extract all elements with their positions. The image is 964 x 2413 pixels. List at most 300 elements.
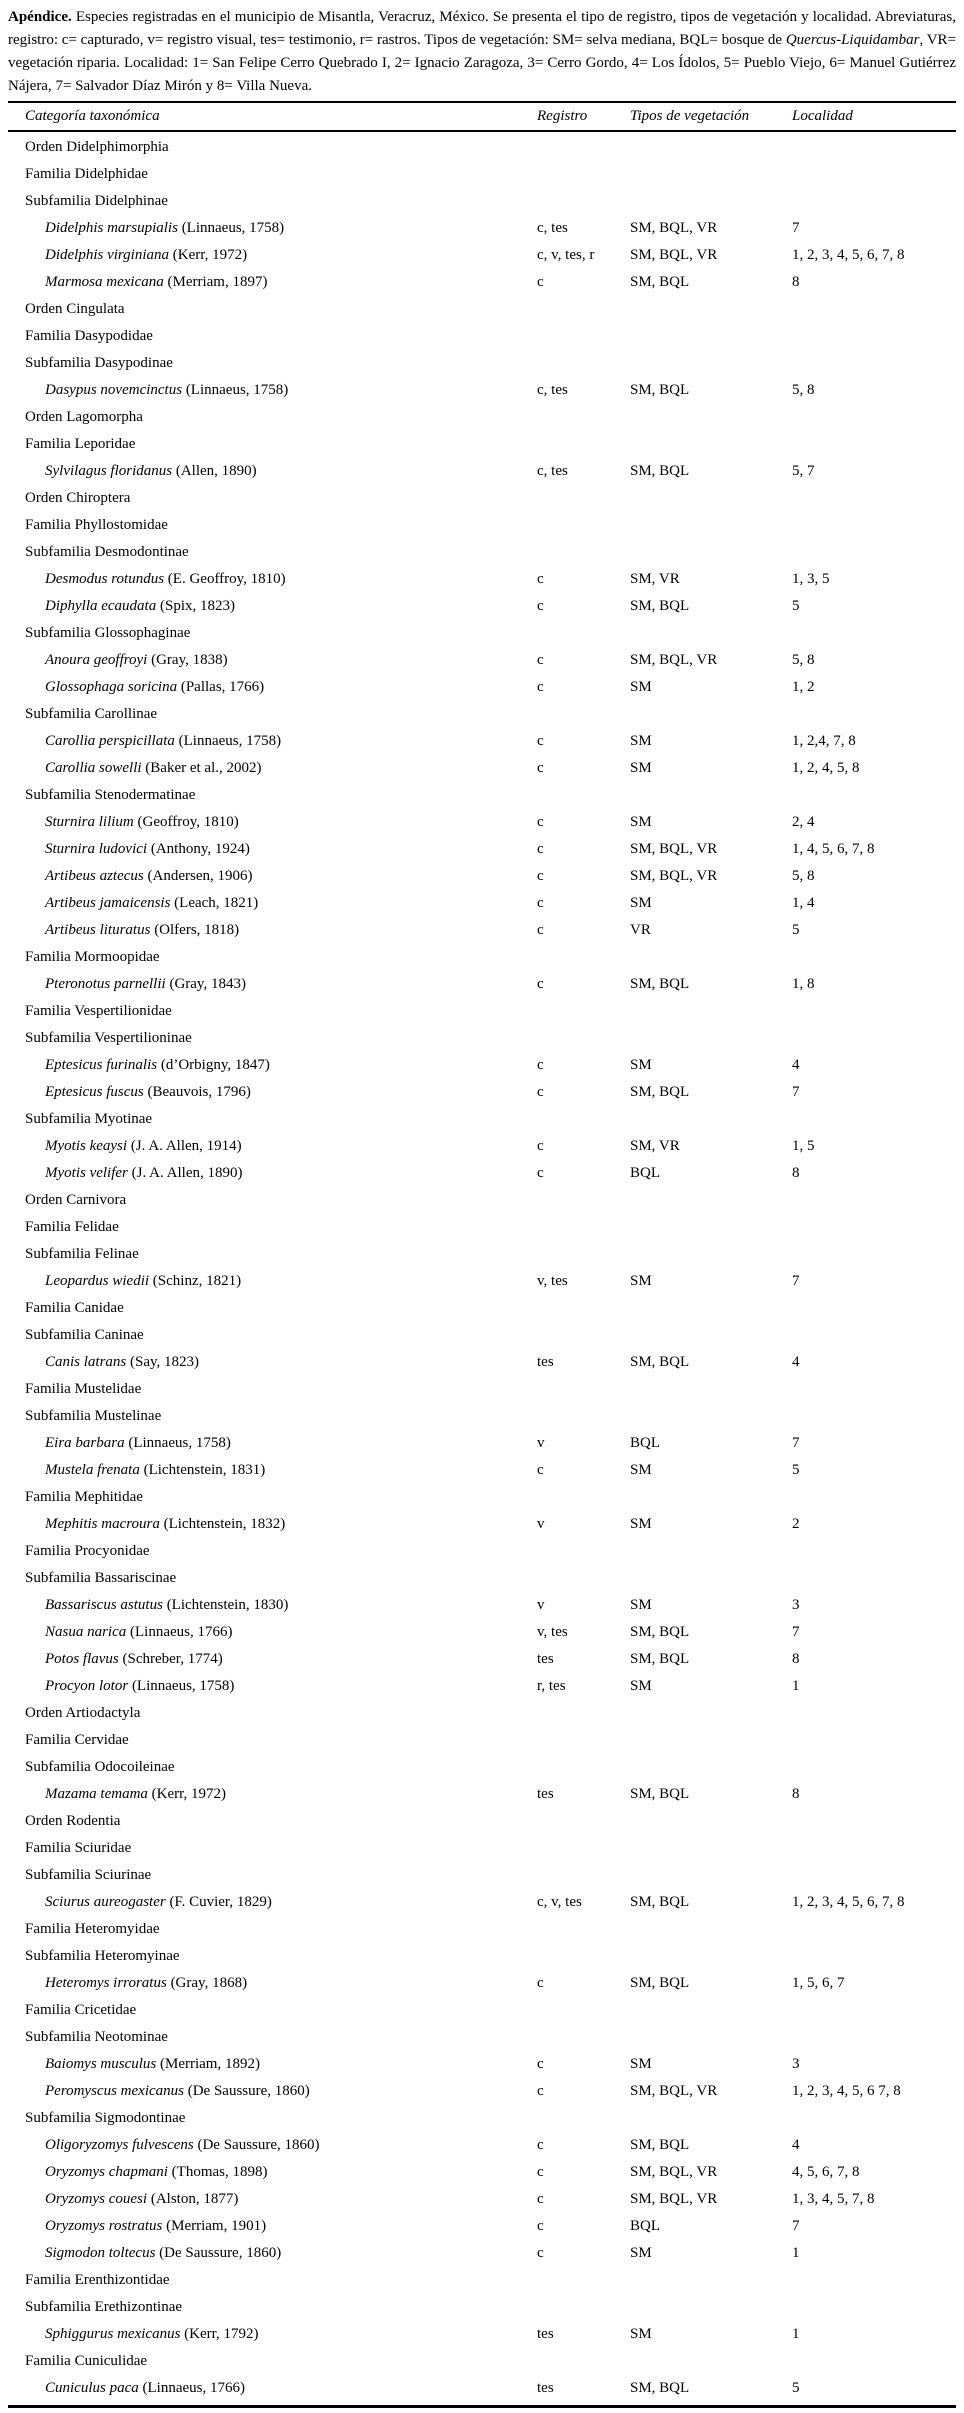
- localidad-cell: [792, 1808, 956, 1835]
- species-scientific-name: Carollia perspicillata: [45, 733, 175, 749]
- species-name-cell: [8, 458, 537, 485]
- vegetacion-cell: SM, BQL: [630, 976, 690, 992]
- taxon-group-row: [8, 1754, 956, 1781]
- species-row: [8, 1619, 956, 1646]
- species-name-cell: [8, 2240, 537, 2267]
- species-authority: (Say, 1823): [126, 1354, 200, 1370]
- species-row: [8, 674, 956, 701]
- vegetacion-cell: [630, 296, 792, 323]
- registro-cell: [537, 2105, 630, 2132]
- localidad-cell: [792, 485, 956, 512]
- taxon-group-row: [8, 2267, 956, 2294]
- species-row: [8, 566, 956, 593]
- registro-cell: [537, 701, 630, 728]
- registro-cell: c, tes: [537, 382, 568, 398]
- species-scientific-name: Marmosa mexicana: [45, 274, 164, 290]
- vegetacion-cell: SM, BQL, VR: [630, 2164, 718, 2180]
- species-name-cell: [8, 1349, 537, 1376]
- species-name-cell: [8, 1889, 537, 1916]
- species-scientific-name: Baiomys musculus: [45, 2056, 157, 2072]
- registro-cell: v: [537, 1597, 545, 1613]
- taxon-group-row: [8, 782, 956, 809]
- localidad-cell: 2, 4: [792, 814, 815, 830]
- header-registro: Registro: [537, 108, 588, 124]
- vegetacion-cell: [630, 620, 792, 647]
- vegetacion-cell: [630, 1403, 792, 1430]
- registro-cell: [537, 1835, 630, 1862]
- taxon-group-row: [8, 620, 956, 647]
- registro-cell: tes: [537, 1786, 554, 1802]
- species-scientific-name: Glossophaga soricina: [45, 679, 178, 695]
- species-row: [8, 2240, 956, 2267]
- species-authority: (Schinz, 1821): [149, 1273, 242, 1289]
- taxon-group-row: [8, 1295, 956, 1322]
- species-row: [8, 1781, 956, 1808]
- registro-cell: [537, 1862, 630, 1889]
- species-name-cell: [8, 917, 537, 944]
- species-name-cell: [8, 2213, 537, 2240]
- taxon-group-row: [8, 296, 956, 323]
- taxon-group-row: [8, 1700, 956, 1727]
- registro-cell: c: [537, 733, 544, 749]
- taxon-group-label: Subfamilia Carollinae: [25, 706, 158, 722]
- species-authority: (De Saussure, 1860): [155, 2245, 282, 2261]
- species-scientific-name: Myotis keaysi: [45, 1138, 128, 1154]
- species-authority: (E. Geoffroy, 1810): [164, 571, 286, 587]
- taxon-group-label: Subfamilia Felinae: [25, 1246, 139, 1262]
- taxon-group-row: [8, 404, 956, 431]
- species-name-cell: [8, 1511, 537, 1538]
- taxon-group-label: Familia Heteromyidae: [25, 1921, 160, 1937]
- species-authority: (Linnaeus, 1758): [182, 382, 289, 398]
- localidad-cell: 1, 2, 3, 4, 5, 6 7, 8: [792, 2083, 901, 2099]
- vegetacion-cell: SM, BQL: [630, 1786, 690, 1802]
- localidad-cell: [792, 944, 956, 971]
- taxon-group-label: Familia Mustelidae: [25, 1381, 142, 1397]
- registro-cell: [537, 350, 630, 377]
- taxon-group-label: Familia Didelphidae: [25, 166, 148, 182]
- species-scientific-name: Oryzomys couesi: [45, 2191, 148, 2207]
- registro-cell: [537, 2294, 630, 2321]
- species-scientific-name: Mazama temama: [45, 1786, 148, 1802]
- species-name-cell: [8, 593, 537, 620]
- species-authority: (Lichtenstein, 1831): [139, 1462, 266, 1478]
- vegetacion-cell: SM: [630, 2245, 652, 2261]
- species-authority: (Anthony, 1924): [147, 841, 250, 857]
- registro-cell: [537, 1808, 630, 1835]
- species-authority: (Schreber, 1774): [118, 1651, 223, 1667]
- species-row: [8, 242, 956, 269]
- localidad-cell: [792, 1106, 956, 1133]
- species-row: [8, 1592, 956, 1619]
- vegetacion-cell: [630, 1808, 792, 1835]
- registro-cell: [537, 2348, 630, 2375]
- species-authority: (Thomas, 1898): [167, 2164, 268, 2180]
- localidad-cell: [792, 1376, 956, 1403]
- registro-cell: [537, 323, 630, 350]
- species-row: [8, 917, 956, 944]
- registro-cell: [537, 1376, 630, 1403]
- registro-cell: c: [537, 1057, 544, 1073]
- localidad-cell: 1, 4, 5, 6, 7, 8: [792, 841, 875, 857]
- registro-cell: tes: [537, 2380, 554, 2396]
- registro-cell: [537, 1403, 630, 1430]
- taxon-group-label: Familia Vespertilionidae: [25, 1003, 172, 1019]
- vegetacion-cell: [630, 1025, 792, 1052]
- localidad-cell: [792, 1727, 956, 1754]
- localidad-cell: [792, 1916, 956, 1943]
- taxon-group-label: Familia Procyonidae: [25, 1543, 150, 1559]
- vegetacion-cell: [630, 485, 792, 512]
- vegetacion-cell: [630, 1700, 792, 1727]
- registro-cell: c: [537, 841, 544, 857]
- species-row: [8, 215, 956, 242]
- registro-cell: c: [537, 814, 544, 830]
- vegetacion-cell: SM, BQL: [630, 1354, 690, 1370]
- vegetacion-cell: SM: [630, 895, 652, 911]
- species-row: [8, 2078, 956, 2105]
- vegetacion-cell: SM, BQL: [630, 598, 690, 614]
- vegetacion-cell: [630, 2348, 792, 2375]
- species-authority: (Kerr, 1972): [169, 247, 248, 263]
- taxon-group-row: [8, 2294, 956, 2321]
- registro-cell: [537, 1187, 630, 1214]
- localidad-cell: [792, 323, 956, 350]
- taxon-group-label: Subfamilia Erethizontinae: [25, 2299, 183, 2315]
- registro-cell: [537, 1943, 630, 1970]
- taxon-group-row: [8, 1835, 956, 1862]
- vegetacion-cell: [630, 1538, 792, 1565]
- localidad-cell: 1, 2, 4, 5, 8: [792, 760, 860, 776]
- species-scientific-name: Sturnira lilium: [45, 814, 134, 830]
- header-categoria-taxonomica: Categoría taxonómica: [25, 108, 160, 124]
- registro-cell: c: [537, 976, 544, 992]
- vegetacion-cell: SM: [630, 1462, 652, 1478]
- species-name-cell: [8, 836, 537, 863]
- registro-cell: c: [537, 1975, 544, 1991]
- vegetacion-cell: [630, 1727, 792, 1754]
- registro-cell: [537, 161, 630, 188]
- vegetacion-cell: SM, BQL, VR: [630, 652, 718, 668]
- registro-cell: c: [537, 1165, 544, 1181]
- localidad-cell: 1, 5: [792, 1138, 815, 1154]
- localidad-cell: [792, 1025, 956, 1052]
- taxon-group-label: Familia Dasypodidae: [25, 328, 153, 344]
- registro-cell: [537, 296, 630, 323]
- localidad-cell: [792, 998, 956, 1025]
- vegetacion-cell: SM, VR: [630, 1138, 680, 1154]
- species-row: [8, 1349, 956, 1376]
- registro-cell: [537, 998, 630, 1025]
- species-scientific-name: Potos flavus: [45, 1651, 119, 1667]
- localidad-cell: [792, 188, 956, 215]
- taxon-group-row: [8, 1484, 956, 1511]
- species-name-cell: [8, 242, 537, 269]
- taxon-group-row: [8, 1538, 956, 1565]
- species-authority: (Baker et al., 2002): [141, 760, 262, 776]
- localidad-cell: 1, 5, 6, 7: [792, 1975, 845, 1991]
- species-scientific-name: Anoura geoffroyi: [45, 652, 148, 668]
- localidad-cell: 5, 8: [792, 652, 815, 668]
- taxon-group-label: Familia Cervidae: [25, 1732, 129, 1748]
- localidad-cell: [792, 1862, 956, 1889]
- species-scientific-name: Carollia sowelli: [45, 760, 142, 776]
- species-name-cell: [8, 1673, 537, 1700]
- vegetacion-cell: [630, 2294, 792, 2321]
- registro-cell: [537, 782, 630, 809]
- species-name-cell: [8, 1457, 537, 1484]
- taxon-group-label: Subfamilia Vespertilioninae: [25, 1030, 192, 1046]
- taxon-group-row: [8, 1943, 956, 1970]
- localidad-cell: 5, 7: [792, 463, 815, 479]
- registro-cell: c: [537, 2083, 544, 2099]
- species-row: [8, 1673, 956, 1700]
- vegetacion-cell: [630, 323, 792, 350]
- table-caption: [8, 6, 956, 98]
- vegetacion-cell: SM, BQL: [630, 2380, 690, 2396]
- registro-cell: r, tes: [537, 1678, 566, 1694]
- taxon-group-label: Subfamilia Odocoileinae: [25, 1759, 175, 1775]
- taxon-group-row: [8, 161, 956, 188]
- species-row: [8, 863, 956, 890]
- registro-cell: c: [537, 895, 544, 911]
- localidad-cell: 5, 8: [792, 868, 815, 884]
- registro-cell: v: [537, 1516, 545, 1532]
- registro-cell: c: [537, 2245, 544, 2261]
- localidad-cell: 8: [792, 274, 800, 290]
- localidad-cell: 7: [792, 2218, 800, 2234]
- species-scientific-name: Canis latrans: [45, 1354, 127, 1370]
- registro-cell: [537, 512, 630, 539]
- localidad-cell: 8: [792, 1165, 800, 1181]
- species-row: [8, 377, 956, 404]
- registro-cell: c: [537, 2137, 544, 2153]
- species-authority: (d’Orbigny, 1847): [157, 1057, 270, 1073]
- species-name-cell: [8, 728, 537, 755]
- species-scientific-name: Mephitis macroura: [45, 1516, 160, 1532]
- species-name-cell: [8, 269, 537, 296]
- localidad-cell: [792, 2024, 956, 2051]
- localidad-cell: [792, 431, 956, 458]
- species-scientific-name: Mustela frenata: [45, 1462, 140, 1478]
- species-authority: (Linnaeus, 1766): [126, 1624, 233, 1640]
- species-row: [8, 1133, 956, 1160]
- species-row: [8, 2132, 956, 2159]
- taxon-group-label: Familia Cricetidae: [25, 2002, 137, 2018]
- localidad-cell: 7: [792, 1084, 800, 1100]
- taxon-group-row: [8, 998, 956, 1025]
- taxon-group-label: Subfamilia Glossophaginae: [25, 625, 191, 641]
- species-row: [8, 2186, 956, 2213]
- localidad-cell: [792, 350, 956, 377]
- species-name-cell: [8, 1079, 537, 1106]
- taxon-group-label: Subfamilia Neotominae: [25, 2029, 168, 2045]
- localidad-cell: [792, 1943, 956, 1970]
- registro-cell: [537, 1565, 630, 1592]
- species-scientific-name: Oryzomys chapmani: [45, 2164, 168, 2180]
- vegetacion-cell: [630, 161, 792, 188]
- species-row: [8, 2159, 956, 2186]
- species-row: [8, 1052, 956, 1079]
- species-scientific-name: Myotis velifer: [45, 1165, 128, 1181]
- species-name-cell: [8, 1970, 537, 1997]
- vegetacion-cell: SM: [630, 2326, 652, 2342]
- taxon-group-label: Subfamilia Mustelinae: [25, 1408, 162, 1424]
- vegetacion-cell: SM, BQL: [630, 1894, 690, 1910]
- registro-cell: [537, 1241, 630, 1268]
- localidad-cell: 4, 5, 6, 7, 8: [792, 2164, 860, 2180]
- localidad-cell: [792, 1754, 956, 1781]
- localidad-cell: 1, 2: [792, 679, 815, 695]
- species-scientific-name: Procyon lotor: [45, 1678, 129, 1694]
- registro-cell: [537, 188, 630, 215]
- registro-cell: c: [537, 1462, 544, 1478]
- taxon-group-label: Orden Cingulata: [25, 301, 125, 317]
- species-row: [8, 971, 956, 998]
- localidad-cell: [792, 1835, 956, 1862]
- taxon-group-label: Orden Carnivora: [25, 1192, 127, 1208]
- localidad-cell: [792, 161, 956, 188]
- taxon-group-row: [8, 485, 956, 512]
- species-name-cell: [8, 755, 537, 782]
- species-scientific-name: Pteronotus parnellii: [45, 976, 166, 992]
- vegetacion-cell: [630, 2024, 792, 2051]
- vegetacion-cell: [630, 404, 792, 431]
- species-row: [8, 890, 956, 917]
- registro-cell: [537, 1025, 630, 1052]
- taxon-group-row: [8, 1106, 956, 1133]
- species-row: [8, 755, 956, 782]
- species-scientific-name: Heteromys irroratus: [45, 1975, 167, 1991]
- caption-text-1: Especies registradas en el municipio de Misantla, Veracruz, México. Se presenta el tipo de registro, tipos de vegetación y localidad. Abreviaturas, registro: c= capturado, v= registro visual, tes= testimonio, r= rastros. Tipos de vegetación: SM= selva mediana, BQL= bosque de: [8, 9, 956, 48]
- species-authority: (Kerr, 1972): [147, 1786, 227, 1802]
- species-name-cell: [8, 2375, 537, 2402]
- registro-cell: c: [537, 679, 544, 695]
- species-scientific-name: Didelphis virginiana: [45, 247, 170, 263]
- taxon-group-label: Familia Phyllostomidae: [25, 517, 168, 533]
- vegetacion-cell: [630, 2105, 792, 2132]
- localidad-cell: [792, 1214, 956, 1241]
- localidad-cell: 7: [792, 1273, 800, 1289]
- species-name-cell: [8, 863, 537, 890]
- species-authority: (Pallas, 1766): [177, 679, 265, 695]
- taxon-group-label: Subfamilia Sigmodontinae: [25, 2110, 186, 2126]
- registro-cell: [537, 2024, 630, 2051]
- vegetacion-cell: [630, 431, 792, 458]
- registro-cell: [537, 404, 630, 431]
- caption-label: Apéndice.: [8, 9, 72, 25]
- species-name-cell: [8, 1430, 537, 1457]
- vegetacion-cell: [630, 1565, 792, 1592]
- registro-cell: tes: [537, 1354, 554, 1370]
- species-authority: (Gray, 1843): [165, 976, 246, 992]
- species-name-cell: [8, 971, 537, 998]
- vegetacion-cell: BQL: [630, 2218, 660, 2234]
- registro-cell: c: [537, 598, 544, 614]
- vegetacion-cell: [630, 1835, 792, 1862]
- registro-cell: [537, 1214, 630, 1241]
- vegetacion-cell: [630, 1241, 792, 1268]
- species-name-cell: [8, 566, 537, 593]
- species-authority: (Alston, 1877): [147, 2191, 239, 2207]
- localidad-cell: [792, 2267, 956, 2294]
- registro-cell: [537, 1916, 630, 1943]
- species-authority: (Linnaeus, 1766): [138, 2380, 245, 2396]
- registro-cell: [537, 1997, 630, 2024]
- species-name-cell: [8, 2078, 537, 2105]
- vegetacion-cell: [630, 1106, 792, 1133]
- localidad-cell: [792, 1565, 956, 1592]
- registro-cell: c: [537, 2056, 544, 2072]
- localidad-cell: 5: [792, 1462, 800, 1478]
- vegetacion-cell: SM, BQL: [630, 1651, 690, 1667]
- vegetacion-cell: SM, BQL, VR: [630, 2191, 718, 2207]
- taxon-group-row: [8, 350, 956, 377]
- vegetacion-cell: [630, 2267, 792, 2294]
- taxon-group-label: Familia Erenthizontidae: [25, 2272, 170, 2288]
- localidad-cell: [792, 539, 956, 566]
- registro-cell: c: [537, 922, 544, 938]
- registro-cell: c, v, tes: [537, 1894, 582, 1910]
- species-authority: (Gray, 1868): [166, 1975, 248, 1991]
- vegetacion-cell: [630, 998, 792, 1025]
- vegetacion-cell: [630, 1754, 792, 1781]
- registro-cell: [537, 1700, 630, 1727]
- localidad-cell: [792, 1700, 956, 1727]
- species-authority: (Leach, 1821): [170, 895, 259, 911]
- species-name-cell: [8, 1592, 537, 1619]
- species-row: [8, 2051, 956, 2078]
- localidad-cell: 7: [792, 1624, 800, 1640]
- registro-cell: [537, 1322, 630, 1349]
- vegetacion-cell: SM, BQL, VR: [630, 868, 718, 884]
- taxon-group-label: Subfamilia Stenodermatinae: [25, 787, 196, 803]
- localidad-cell: [792, 2294, 956, 2321]
- localidad-cell: [792, 296, 956, 323]
- caption-italic-term: Quercus-Liquidambar: [785, 32, 920, 48]
- species-row: [8, 2321, 956, 2348]
- vegetacion-cell: SM: [630, 1273, 652, 1289]
- species-authority: (Linnaeus, 1758): [124, 1435, 231, 1451]
- vegetacion-cell: SM, BQL, VR: [630, 220, 718, 236]
- registro-cell: [537, 620, 630, 647]
- species-authority: (Linnaeus, 1758): [177, 220, 285, 236]
- localidad-cell: 1: [792, 1678, 800, 1694]
- registro-cell: c: [537, 571, 544, 587]
- taxon-group-row: [8, 1997, 956, 2024]
- vegetacion-cell: SM, BQL, VR: [630, 841, 718, 857]
- localidad-cell: [792, 782, 956, 809]
- species-authority: (Merriam, 1901): [162, 2218, 267, 2234]
- registro-cell: c: [537, 760, 544, 776]
- vegetacion-cell: [630, 701, 792, 728]
- vegetacion-cell: [630, 512, 792, 539]
- taxon-group-label: Orden Rodentia: [25, 1813, 121, 1829]
- registro-cell: tes: [537, 1651, 554, 1667]
- vegetacion-cell: SM: [630, 1057, 652, 1073]
- registro-cell: [537, 1727, 630, 1754]
- localidad-cell: 1, 3, 5: [792, 571, 830, 587]
- species-authority: (Andersen, 1906): [143, 868, 253, 884]
- localidad-cell: 1, 2, 3, 4, 5, 6, 7, 8: [792, 1894, 905, 1910]
- vegetacion-cell: SM, BQL: [630, 1975, 690, 1991]
- vegetacion-cell: SM, BQL, VR: [630, 2083, 718, 2099]
- taxon-group-label: Orden Artiodactyla: [25, 1705, 141, 1721]
- taxon-group-row: [8, 323, 956, 350]
- registro-cell: [537, 539, 630, 566]
- registro-cell: [537, 1106, 630, 1133]
- vegetacion-cell: [630, 188, 792, 215]
